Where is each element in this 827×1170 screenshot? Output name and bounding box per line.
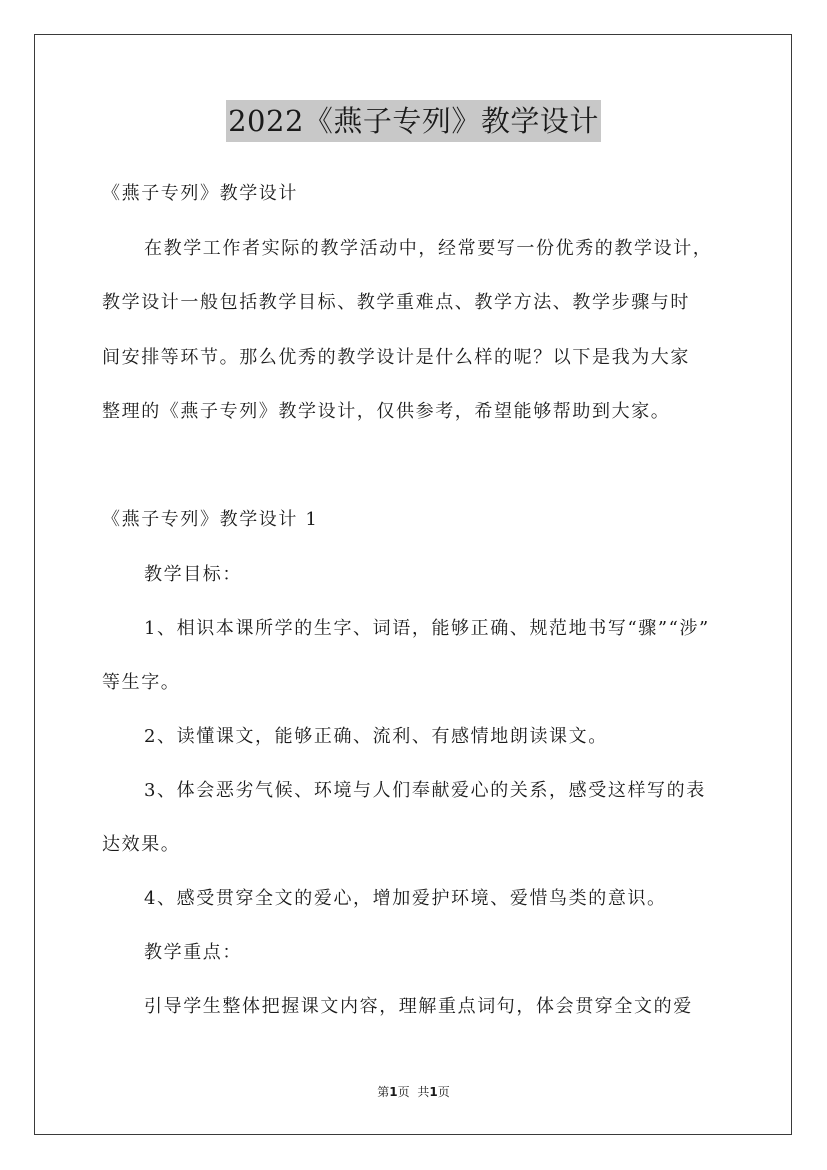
paragraph-line: 在教学工作者实际的教学活动中，经常要写一份优秀的教学设计， — [144, 238, 713, 259]
page-footer — [0, 1084, 827, 1100]
goal-item-2: 2、读懂课文，能够正确、流利、有感情地朗读课文。 — [144, 726, 608, 747]
goal-item-1: 1、相识本课所学的生字、词语，能够正确、规范地书写“骤”“涉” — [144, 618, 710, 639]
footer-total-suffix: 页 — [437, 1085, 450, 1099]
paragraph-line: 整理的《燕子专列》教学设计，仅供参考，希望能够帮助到大家。 — [102, 401, 671, 422]
focus-text: 引导学生整体把握课文内容，理解重点词句，体会贯穿全文的爱 — [144, 996, 693, 1017]
focus-heading: 教学重点： — [144, 942, 242, 963]
subtitle-line: 《燕子专列》教学设计 — [102, 183, 298, 204]
document-title: 2022《燕子专列》教学设计 — [226, 100, 601, 142]
goal-item-3-cont: 达效果。 — [102, 834, 181, 855]
goal-item-4: 4、感受贯穿全文的爱心，增加爱护环境、爱惜鸟类的意识。 — [144, 888, 667, 909]
footer-page-total: 1 — [429, 1085, 438, 1099]
footer-page-suffix: 页 — [397, 1085, 410, 1099]
goal-item-3: 3、体会恶劣气候、环境与人们奉献爱心的关系，感受这样写的表 — [144, 780, 706, 801]
paragraph-line: 教学设计一般包括教学目标、教学重难点、教学方法、教学步骤与时 — [102, 292, 690, 313]
footer-page-current: 1 — [389, 1085, 398, 1099]
paragraph-line: 间安排等环节。那么优秀的教学设计是什么样的呢？以下是我为大家 — [102, 347, 690, 368]
footer-total-prefix: 共 — [417, 1085, 430, 1099]
title-container — [0, 100, 827, 142]
goal-item-1-cont: 等生字。 — [102, 672, 181, 693]
footer-page-prefix: 第 — [377, 1085, 390, 1099]
section-heading: 《燕子专列》教学设计 1 — [102, 509, 319, 530]
goal-heading: 教学目标： — [144, 564, 242, 585]
